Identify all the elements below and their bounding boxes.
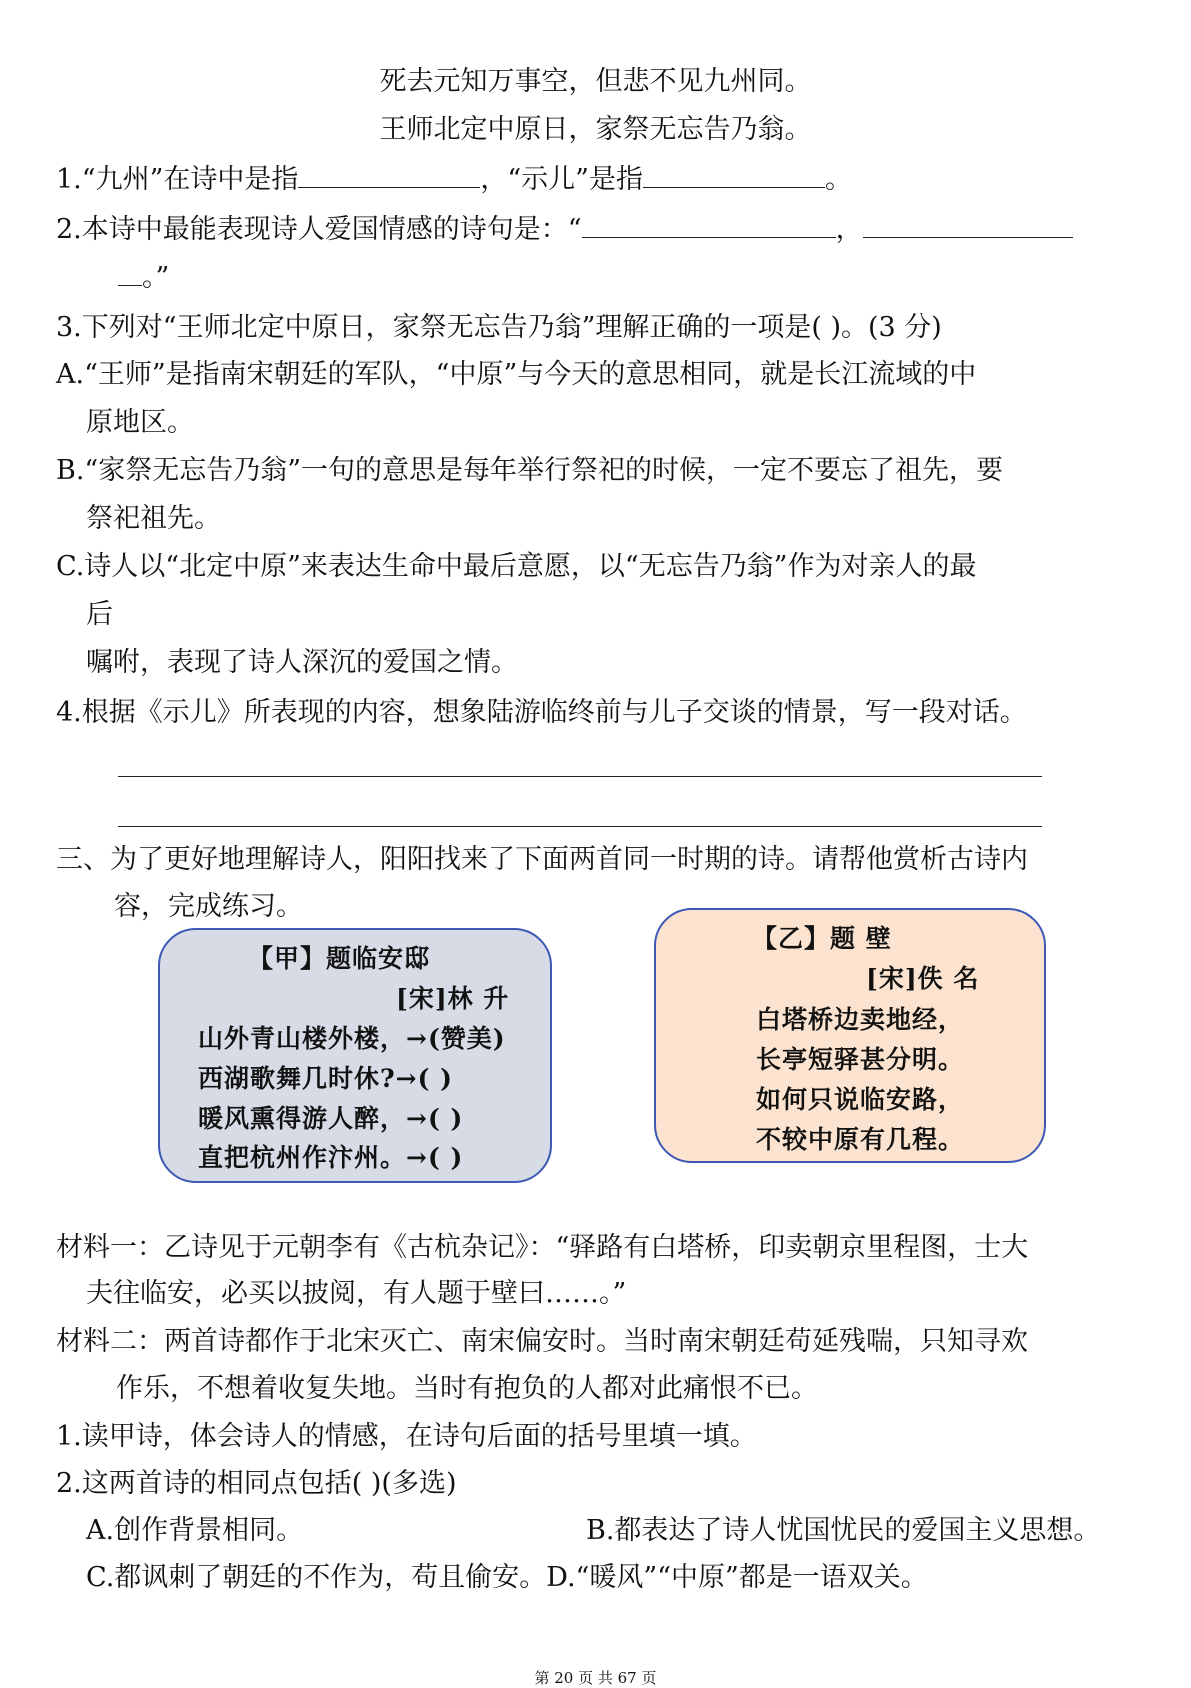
option-c-line-2: 后 [86,599,113,630]
poem-a-line[interactable]: 暖风熏得游人醉，→( ) [198,1104,464,1133]
answer-blank[interactable] [643,161,825,188]
option-c-line-3: 嘱咐，表现了诗人深沉的爱国之情。 [86,647,518,678]
poem-a-card [158,928,552,1183]
material-1-line-1: 材料一：乙诗见于元朝李有《古杭杂记》：“驿路有白塔桥，印卖朝京里程图，士大 [56,1232,1029,1263]
question-2-text-a: 2.本诗中最能表现诗人爱国情感的诗句是：“ [56,214,582,245]
poem-a-line: 山外青山楼外楼，→(赞美) [198,1024,506,1053]
section-3-option-a[interactable]: A.创作背景相同。 [86,1515,304,1546]
poem-a-line[interactable]: 西湖歌舞几时休?→( ) [198,1064,453,1093]
section-3-intro-1: 三、为了更好地理解诗人，阳阳找来了下面两首同一时期的诗。请帮他赏析古诗内 [56,844,1028,875]
section-3-option-b[interactable]: B.都表达了诗人忧国忧民的爱国主义思想。 [586,1515,1101,1546]
poem-b-line: 长亭短驿甚分明。 [756,1045,965,1074]
answer-blank[interactable] [298,161,480,188]
poem-b-title: 【乙】题 壁 [752,924,892,953]
question-3: 3.下列对“王师北定中原日，家祭无忘告乃翁”理解正确的一项是( )。(3 分) [56,312,942,343]
poem-line-1: 死去元知万事空，但悲不见九州同。 [379,66,812,97]
poem-b-line: 不较中原有几程。 [756,1125,965,1154]
question-4: 4.根据《示儿》所表现的内容，想象陆游临终前与儿子交谈的情景，写一段对话。 [56,697,1027,728]
poem-line-2: 王师北定中原日，家祭无忘告乃翁。 [379,114,812,145]
answer-blank[interactable] [118,259,142,286]
section-3-intro-2: 容，完成练习。 [114,891,303,922]
section-3-option-c [86,1558,928,1598]
section-3-option-d-text[interactable]: D.“暖风”“中原”都是一语双关。 [546,1562,928,1593]
page-footer: 第 20 页 共 67 页 [534,1669,657,1687]
answer-blank[interactable] [863,211,1073,238]
poem-b-card [654,908,1046,1163]
material-1-line-2: 夫往临安，必买以披阅，有人题于壁曰……。” [86,1278,627,1309]
option-b-line-2: 祭祀祖先。 [86,503,221,534]
question-1-text-c: 。 [824,164,852,195]
question-2 [56,210,1073,250]
question-2-text-c: 。” [142,262,170,293]
poem-b-author: [宋]佚 名 [866,964,980,993]
option-a-line-2: 原地区。 [86,407,194,438]
option-a-line-1: A.“王师”是指南宋朝廷的军队，“中原”与今天的意思相同，就是长江流域的中 [56,359,977,390]
poem-a-line[interactable]: 直把杭州作汴州。→( ) [198,1143,464,1172]
poem-b-line: 白塔桥边卖地经， [756,1005,965,1034]
poem-a-title: 【甲】题临安邸 [248,944,431,973]
material-2-line-1: 材料二：两首诗都作于北宋灭亡、南宋偏安时。当时南宋朝廷苟延残喘，只知寻欢 [56,1326,1028,1357]
answer-line[interactable] [118,826,1042,827]
question-1-text-a: 1.“九州”在诗中是指 [56,164,299,195]
poem-b-line: 如何只说临安路， [756,1085,965,1114]
question-2-cont [118,258,169,298]
question-1 [56,160,852,200]
poem-a-author: [宋]林 升 [396,984,510,1013]
material-2-line-2: 作乐，不想着收复失地。当时有抱负的人都对此痛恨不已。 [116,1373,818,1404]
question-1-text-b: ，“示儿”是指 [480,164,643,195]
answer-line[interactable] [118,776,1042,777]
question-2-text-b: ， [835,214,863,245]
option-c-line-1: C.诗人以“北定中原”来表达生命中最后意愿，以“无忘告乃翁”作为对亲人的最 [56,551,977,582]
section-3-question-1: 1.读甲诗，体会诗人的情感，在诗句后面的括号里填一填。 [56,1421,757,1452]
option-b-line-1: B.“家祭无忘告乃翁”一句的意思是每年举行祭祀的时候，一定不要忘了祖先，要 [56,455,1004,486]
section-3-option-c-text[interactable]: C.都讽刺了朝廷的不作为，苟且偷安。 [86,1562,547,1593]
answer-blank[interactable] [582,211,836,238]
section-3-question-2: 2.这两首诗的相同点包括( )(多选) [56,1468,457,1499]
